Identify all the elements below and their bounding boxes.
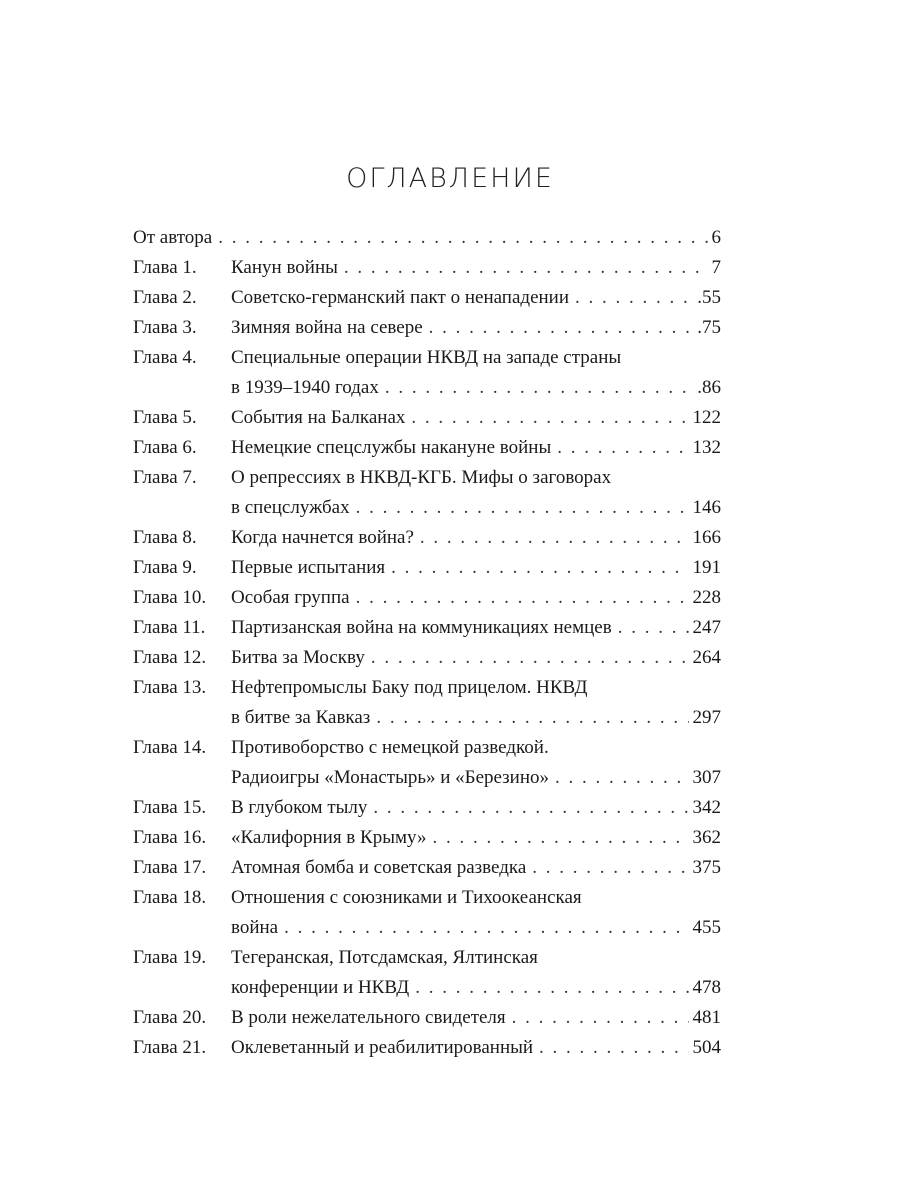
chapter-label: Глава 6.	[133, 437, 197, 458]
toc-page-number: .86	[697, 377, 721, 398]
table-of-contents	[133, 223, 721, 1063]
chapter-label: Глава 4.	[133, 347, 197, 368]
chapter-title-line: Радиоигры «Монастырь» и «Березино»	[231, 767, 550, 788]
toc-entry[interactable]	[133, 403, 721, 433]
toc-entry-front[interactable]	[133, 223, 721, 253]
chapter-title-line: «Калифорния в Крыму»	[231, 827, 427, 848]
chapter-label: Глава 2.	[133, 287, 197, 308]
chapter-title-line: Зимняя война на севере	[231, 317, 423, 338]
toc-page-number: 455	[692, 917, 721, 938]
toc-page-number: 375	[692, 857, 721, 878]
toc-entry[interactable]	[133, 343, 721, 403]
chapter-list	[133, 253, 721, 1063]
toc-page-number: 146	[692, 497, 721, 518]
toc-entry[interactable]	[133, 283, 721, 313]
dot-leader	[569, 283, 693, 313]
chapter-title-line: в спецслужбах	[231, 497, 350, 518]
dot-leader	[549, 763, 688, 793]
toc-entry[interactable]	[133, 583, 721, 613]
chapter-title-line: События на Балканах	[231, 407, 406, 428]
chapter-label: Глава 8.	[133, 527, 197, 548]
chapter-label: Глава 15.	[133, 797, 207, 818]
page-title: ОГЛАВЛЕНИЕ	[346, 163, 554, 194]
chapter-title-line: Первые испытания	[231, 557, 386, 578]
toc-page-number: 362	[692, 827, 721, 848]
toc-page-number: 342	[692, 797, 721, 818]
chapter-label: Глава 10.	[133, 587, 207, 608]
toc-entry-title: От автора	[133, 227, 213, 248]
chapter-label: Глава 5.	[133, 407, 197, 428]
dot-leader	[338, 253, 708, 283]
chapter-title-line: в 1939–1940 годах	[231, 377, 379, 398]
toc-page-number: 307	[692, 767, 721, 788]
toc-entry[interactable]	[133, 613, 721, 643]
chapter-label: Глава 11.	[133, 617, 206, 638]
chapter-title-line: война	[231, 917, 279, 938]
dot-leader	[409, 973, 688, 1003]
toc-page-number: 478	[692, 977, 721, 998]
dot-leader	[385, 553, 688, 583]
toc-page-number: 6	[711, 227, 721, 248]
toc-entry[interactable]	[133, 853, 721, 883]
toc-page-number: 481	[692, 1007, 721, 1028]
toc-entry[interactable]	[133, 253, 721, 283]
toc-page-number: 228	[692, 587, 721, 608]
chapter-label: Глава 16.	[133, 827, 207, 848]
dot-leader	[526, 853, 688, 883]
toc-entry[interactable]	[133, 433, 721, 463]
toc-entry[interactable]	[133, 883, 721, 943]
chapter-title-line: В глубоком тылу	[231, 797, 368, 818]
dot-leader	[405, 403, 688, 433]
chapter-title-line: в битве за Кавказ	[231, 707, 371, 728]
toc-page-number: 264	[692, 647, 721, 668]
chapter-label: Глава 18.	[133, 887, 207, 908]
chapter-title-line: Битва за Москву	[231, 647, 365, 668]
toc-entry[interactable]	[133, 1003, 721, 1033]
dot-leader	[365, 643, 689, 673]
toc-entry[interactable]	[133, 643, 721, 673]
chapter-title-line: Специальные операции НКВД на западе страны	[231, 347, 622, 368]
toc-page-number: 504	[692, 1037, 721, 1058]
chapter-title-line: Немецкие спецслужбы накануне войны	[231, 437, 552, 458]
chapter-title-line: Советско-германский пакт о ненападении	[231, 287, 570, 308]
chapter-label: Глава 19.	[133, 947, 207, 968]
chapter-title-line: Оклеветанный и реабилитированный	[231, 1037, 534, 1058]
chapter-title-line: Особая группа	[231, 587, 350, 608]
chapter-title-line: конференции и НКВД	[231, 977, 410, 998]
chapter-label: Глава 3.	[133, 317, 197, 338]
dot-leader	[414, 523, 689, 553]
dot-leader	[370, 703, 688, 733]
toc-page-number: 122	[692, 407, 721, 428]
toc-page-number: 191	[692, 557, 721, 578]
dot-leader	[379, 373, 693, 403]
toc-entry[interactable]	[133, 523, 721, 553]
chapter-title-line: Партизанская война на коммуникациях немцев	[231, 617, 612, 638]
toc-page-number: .75	[697, 317, 721, 338]
chapter-label: Глава 12.	[133, 647, 207, 668]
chapter-label: Глава 14.	[133, 737, 207, 758]
chapter-title-line: Отношения с союзниками и Тихоокеанская	[231, 887, 582, 908]
dot-leader	[423, 313, 694, 343]
toc-entry[interactable]	[133, 733, 721, 793]
dot-leader	[350, 493, 689, 523]
toc-page-number: 166	[692, 527, 721, 548]
toc-entry[interactable]	[133, 823, 721, 853]
chapter-label: Глава 9.	[133, 557, 197, 578]
chapter-label: Глава 7.	[133, 467, 197, 488]
dot-leader	[506, 1003, 689, 1033]
toc-page-number: 247	[692, 617, 721, 638]
dot-leader	[612, 613, 689, 643]
toc-page-number: 7	[711, 257, 721, 278]
chapter-label: Глава 1.	[133, 257, 197, 278]
toc-entry[interactable]	[133, 943, 721, 1003]
toc-page-number: 297	[692, 707, 721, 728]
toc-page-number: .55	[697, 287, 721, 308]
chapter-title-line: Тегеранская, Потсдамская, Ялтинская	[231, 947, 538, 968]
chapter-title-line: В роли нежелательного свидетеля	[231, 1007, 506, 1028]
chapter-title-line: Канун войны	[231, 257, 338, 278]
chapter-label: Глава 20.	[133, 1007, 207, 1028]
toc-entry[interactable]	[133, 463, 721, 523]
chapter-label: Глава 21.	[133, 1037, 207, 1058]
chapter-title-line: Атомная бомба и советская разведка	[231, 857, 527, 878]
chapter-title-line: Противоборство с немецкой разведкой.	[231, 737, 549, 758]
dot-leader	[367, 793, 688, 823]
dot-leader	[533, 1033, 688, 1063]
dot-leader	[278, 913, 688, 943]
chapter-label: Глава 13.	[133, 677, 207, 698]
dot-leader	[350, 583, 689, 613]
chapter-label: Глава 17.	[133, 857, 207, 878]
toc-entry[interactable]	[133, 1033, 721, 1063]
toc-entry[interactable]	[133, 793, 721, 823]
chapter-title-line: Нефтепромыслы Баку под прицелом. НКВД	[231, 677, 588, 698]
dot-leader	[212, 223, 707, 253]
toc-page-number: 132	[692, 437, 721, 458]
chapter-title-line: Когда начнется война?	[231, 527, 414, 548]
dot-leader	[551, 433, 688, 463]
dot-leader	[426, 823, 688, 853]
toc-entry[interactable]	[133, 313, 721, 343]
chapter-title-line: О репрессиях в НКВД-КГБ. Мифы о заговорах	[231, 467, 612, 488]
toc-entry[interactable]	[133, 553, 721, 583]
toc-entry[interactable]	[133, 673, 721, 733]
